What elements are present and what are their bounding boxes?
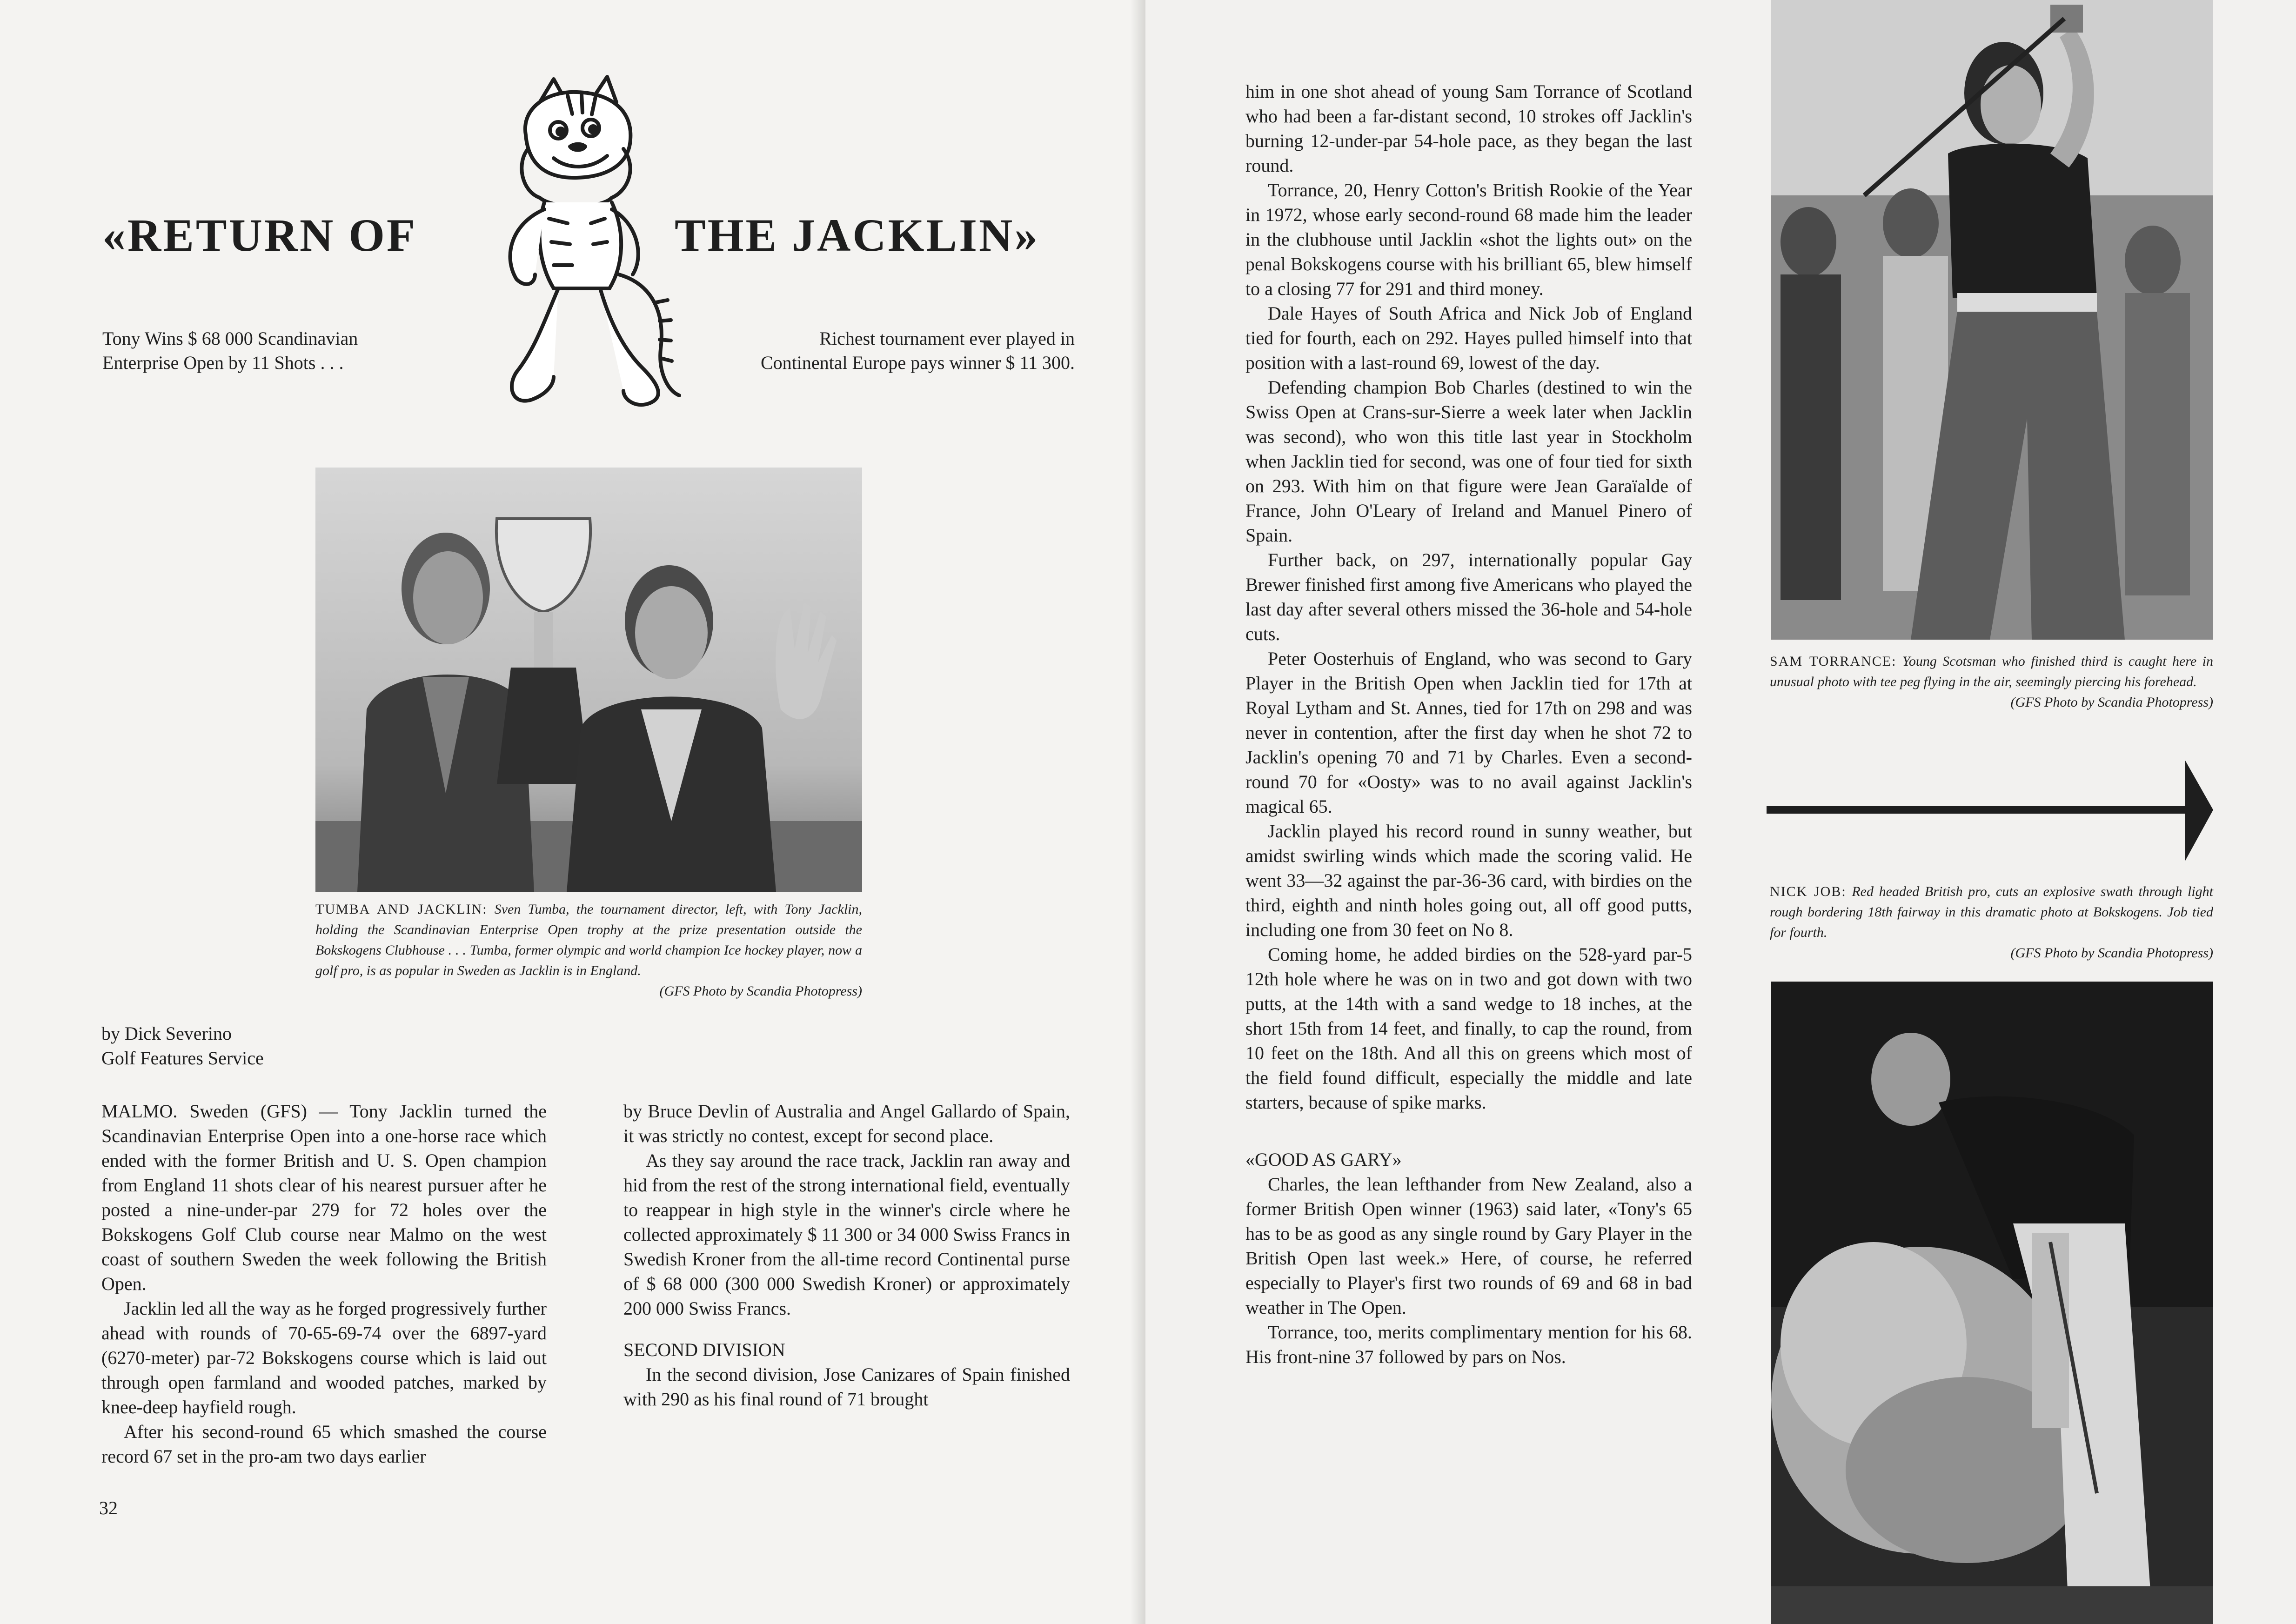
caption-text: Sven Tumba, the tournament director, left, with Tony Jacklin, holding the Scandinavian Enterprise Open trophy at the prize presentation outside the Bokskogens Clubhouse . . . Tumba, former olympic and world champion Ice hockey player, now a golf pro, is as popular in Sweden as Jacklin is in England. bbox=[315, 902, 863, 978]
article-column-1 bbox=[101, 1099, 547, 1469]
paragraph: Peter Oosterhuis of England, who was second to Gary Player in the British Open when Jacklin tied for 17th at Royal Lytham and St. Annes, tied for 17th on 298 and was never in contention, after the first day when he shot 72 to Jacklin's opening 70 and 71 by Charles. Even a second-round 70 for «Oosty» was to no avail against Jacklin's magical 65. bbox=[1245, 648, 1692, 817]
caption-credit: (GFS Photo by Scandia Photopress) bbox=[2010, 945, 2213, 961]
paragraph: After his second-round 65 which smashed the course record 67 set in the pro-am two days earlier bbox=[101, 1421, 547, 1467]
caption-nick-job bbox=[1770, 882, 2213, 963]
paragraph: Charles, the lean lefthander from New Zealand, also a former British Open winner (1963) said later, «Tony's 65 has to be as good as any single round by Gary Player in the British Open last week.» Here, of course, he referred especially to Player's first two rounds of 69 and 68 in bad weather in The Open. bbox=[1245, 1174, 1692, 1318]
byline bbox=[101, 1021, 264, 1070]
photo-tumba-and-jacklin bbox=[315, 468, 862, 892]
paragraph: Jacklin played his record round in sunny weather, but amidst swirling winds which made the scoring valid. He went 33—32 against the par-36-36 card, with birdies on the third, eighth and ninth holes going out, all off good putts, including one from 30 feet on No 8. bbox=[1245, 821, 1692, 940]
headline-part-1: «RETURN OF bbox=[102, 209, 417, 261]
caption-text: Red headed British pro, cuts an explosive swath through light rough bordering 18th fairway in this dramatic photo at Bokskogens. Job tied for fourth. bbox=[1770, 884, 2214, 940]
caption-credit: (GFS Photo by Scandia Photopress) bbox=[659, 983, 862, 999]
paragraph: MALMO. Sweden (GFS) — Tony Jacklin turned the Scandinavian Enterprise Open into a one-horse race which ended with the former British and U. S. Open champion from England 11 shots clear of his nearest pursuer after he posted a nine-under-par 279 for 72 holes over the Bokskogens Golf Club course near Malmo on the west coast of southern Sweden the week following the British Open. bbox=[101, 1101, 547, 1294]
left-page bbox=[0, 0, 1145, 1624]
caption-lead: SAM TORRANCE: bbox=[1770, 654, 1897, 669]
arrow-right-icon bbox=[1767, 761, 2213, 861]
subhead-good-as-gary: «GOOD AS GARY» bbox=[1245, 1149, 1402, 1170]
paragraph: Dale Hayes of South Africa and Nick Job of England tied for fourth, each on 292. Hayes pulled himself into that position with a last-round 69, lowest of the day. bbox=[1245, 303, 1692, 373]
paragraph: Torrance, 20, Henry Cotton's British Rookie of the Year in 1972, whose early second-round 68 made him the leader in the clubhouse until Jacklin «shot the lights out» on the penal Bokskogens course with his brilliant 65, blew himself to a closing 77 for 291 and third money. bbox=[1245, 180, 1692, 299]
deck-right-line-2: Continental Europe pays winner $ 11 300. bbox=[760, 352, 1075, 373]
page-number: 32 bbox=[99, 1497, 118, 1518]
tiger-mascot-illustration bbox=[484, 70, 689, 442]
photo-caption-tumba-jacklin bbox=[315, 899, 862, 1002]
caption-sam-torrance bbox=[1770, 651, 2213, 713]
headline-part-2: THE JACKLIN» bbox=[675, 209, 1040, 261]
photo-sam-torrance bbox=[1771, 0, 2213, 640]
deck-left-line-2: Enterprise Open by 11 Shots . . . bbox=[102, 352, 344, 373]
right-page bbox=[1145, 0, 2296, 1624]
caption-lead: TUMBA AND JACKLIN: bbox=[315, 902, 488, 917]
deck-left-line-1: Tony Wins $ 68 000 Scandinavian bbox=[102, 328, 358, 349]
paragraph: Torrance, too, merits complimentary mention for his 68. His front-nine 37 followed by pars on Nos. bbox=[1245, 1322, 1692, 1367]
subhead-second-division: SECOND DIVISION bbox=[623, 1339, 785, 1360]
paragraph: him in one shot ahead of young Sam Torrance of Scotland who had been a far-distant second, 10 strokes off Jacklin's burning 12-under-par 54-hole pace, as they began the last round. bbox=[1245, 81, 1692, 176]
paragraph: Defending champion Bob Charles (destined to win the Swiss Open at Crans-sur-Sierre a week later when Jacklin was second), who won this title last year in Stockholm when Jacklin tied for second, was one of four tied for sixth on 293. With him on that figure were Jean Garaïalde of France, John O'Leary of Ireland and Manuel Pinero of Spain. bbox=[1245, 377, 1692, 546]
caption-credit: (GFS Photo by Scandia Photopress) bbox=[2010, 695, 2213, 710]
deck-right-line-1: Richest tournament ever played in bbox=[819, 328, 1075, 349]
deck-left bbox=[102, 327, 358, 375]
paragraph: Coming home, he added birdies on the 528-yard par-5 12th hole where he was on in two and got down with two putts, at the 14th with a sand wedge to 18 inches, at the short 15th from 14 feet, and finally, to cap the round, from 10 feet on the 18th. And all this on greens which most of the field found difficult, especially the middle and late starters, because of spike marks. bbox=[1245, 944, 1692, 1113]
paragraph: In the second division, Jose Canizares of Spain finished with 290 as his final round of 71 brought bbox=[623, 1364, 1070, 1410]
caption-lead: NICK JOB: bbox=[1770, 884, 1847, 899]
paragraph: As they say around the race track, Jacklin ran away and hid from the rest of the strong international field, eventually to reappear in high style in the winner's circle where he collected approximately $ 11 300 or 34 000 Swiss Francs in Swedish Kroner from the all-time record Continental purse of $ 68 000 (300 000 Swedish Kroner) or approximately 200 000 Swiss Francs. bbox=[623, 1150, 1070, 1319]
byline-service: Golf Features Service bbox=[101, 1048, 264, 1069]
photo-nick-job bbox=[1771, 982, 2213, 1624]
caption-text: Young Scotsman who finished third is caught here in unusual photo with tee peg flying in the air, seemingly piercing his forehead. bbox=[1770, 654, 2213, 689]
article-column-2 bbox=[623, 1099, 1070, 1411]
paragraph: Further back, on 297, internationally popular Gay Brewer finished first among five Americans who played the last day after several others missed the 36-hole and 54-hole cuts. bbox=[1245, 549, 1692, 644]
byline-author: by Dick Severino bbox=[101, 1023, 232, 1044]
deck-right bbox=[605, 327, 1075, 375]
paragraph: by Bruce Devlin of Australia and Angel Gallardo of Spain, it was strictly no contest, except for second place. bbox=[623, 1101, 1070, 1146]
paragraph: Jacklin led all the way as he forged progressively further ahead with rounds of 70-65-69-74 over the 6897-yard (6270-meter) par-72 Bokskogens course which is laid out through open farmland and wooded patches, marked by knee-deep hayfield rough. bbox=[101, 1298, 547, 1417]
article-column-3 bbox=[1245, 79, 1692, 1369]
